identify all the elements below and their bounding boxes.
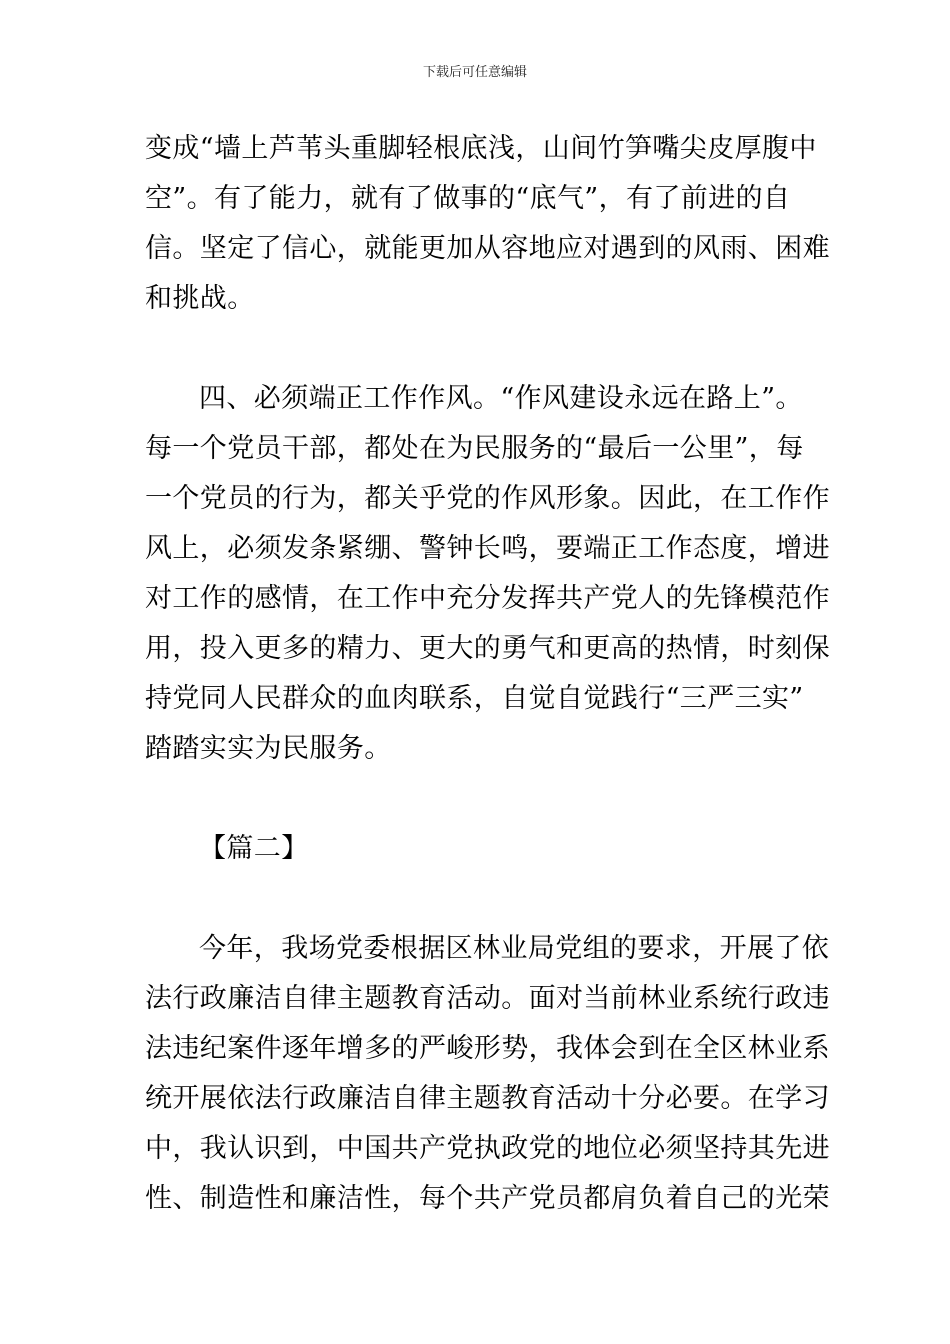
- text-line: 用，投入更多的精力、更大的勇气和更高的热情，时刻保: [145, 633, 830, 664]
- text-line: 四、必须端正工作作风。“作风建设永远在路上”。: [199, 383, 803, 414]
- text-line: 【篇二】: [199, 833, 309, 864]
- text-line: 风上，必须发条紧绷、警钟长鸣，要端正工作态度，增进: [145, 533, 830, 564]
- paragraph: [145, 124, 830, 324]
- text-line: 和挑战。: [145, 283, 255, 314]
- paragraph: [145, 374, 830, 774]
- document-body: [145, 124, 830, 1224]
- text-line: 法违纪案件逐年增多的严峻形势，我体会到在全区林业系: [145, 1033, 830, 1064]
- text-line: 每一个党员干部，都处在为民服务的“最后一公里”，每: [145, 433, 804, 464]
- text-line: 今年，我场党委根据区林业局党组的要求，开展了依: [199, 933, 830, 964]
- paragraph: [145, 924, 830, 1224]
- text-line: 一个党员的行为，都关乎党的作风形象。因此，在工作作: [145, 483, 830, 514]
- text-line: 变成“墙上芦苇头重脚轻根底浅，山间竹笋嘴尖皮厚腹中: [145, 133, 817, 164]
- text-line: 对工作的感情，在工作中充分发挥共产党人的先锋模范作: [145, 583, 830, 614]
- paragraph-gap: [145, 874, 811, 924]
- text-line: 踏踏实实为民服务。: [145, 733, 392, 764]
- text-line: 统开展依法行政廉洁自律主题教育活动十分必要。在学习: [145, 1083, 830, 1114]
- section-heading: [145, 824, 811, 874]
- text-line: 持党同人民群众的血肉联系，自觉自觉践行“三严三实”: [145, 683, 804, 714]
- page-header: 下载后可任意编辑: [422, 65, 527, 80]
- text-line: 中，我认识到，中国共产党执政党的地位必须坚持其先进: [145, 1133, 830, 1164]
- paragraph-gap: [145, 324, 811, 374]
- text-line: 空”。有了能力，就有了做事的“底气”，有了前进的自: [145, 183, 791, 214]
- paragraph-gap: [145, 774, 811, 824]
- text-line: 性、制造性和廉洁性，每个共产党员都肩负着自己的光荣: [145, 1183, 830, 1214]
- text-line: 信。坚定了信心，就能更加从容地应对遇到的风雨、困难: [145, 233, 830, 264]
- text-line: 法行政廉洁自律主题教育活动。面对当前林业系统行政违: [145, 983, 830, 1014]
